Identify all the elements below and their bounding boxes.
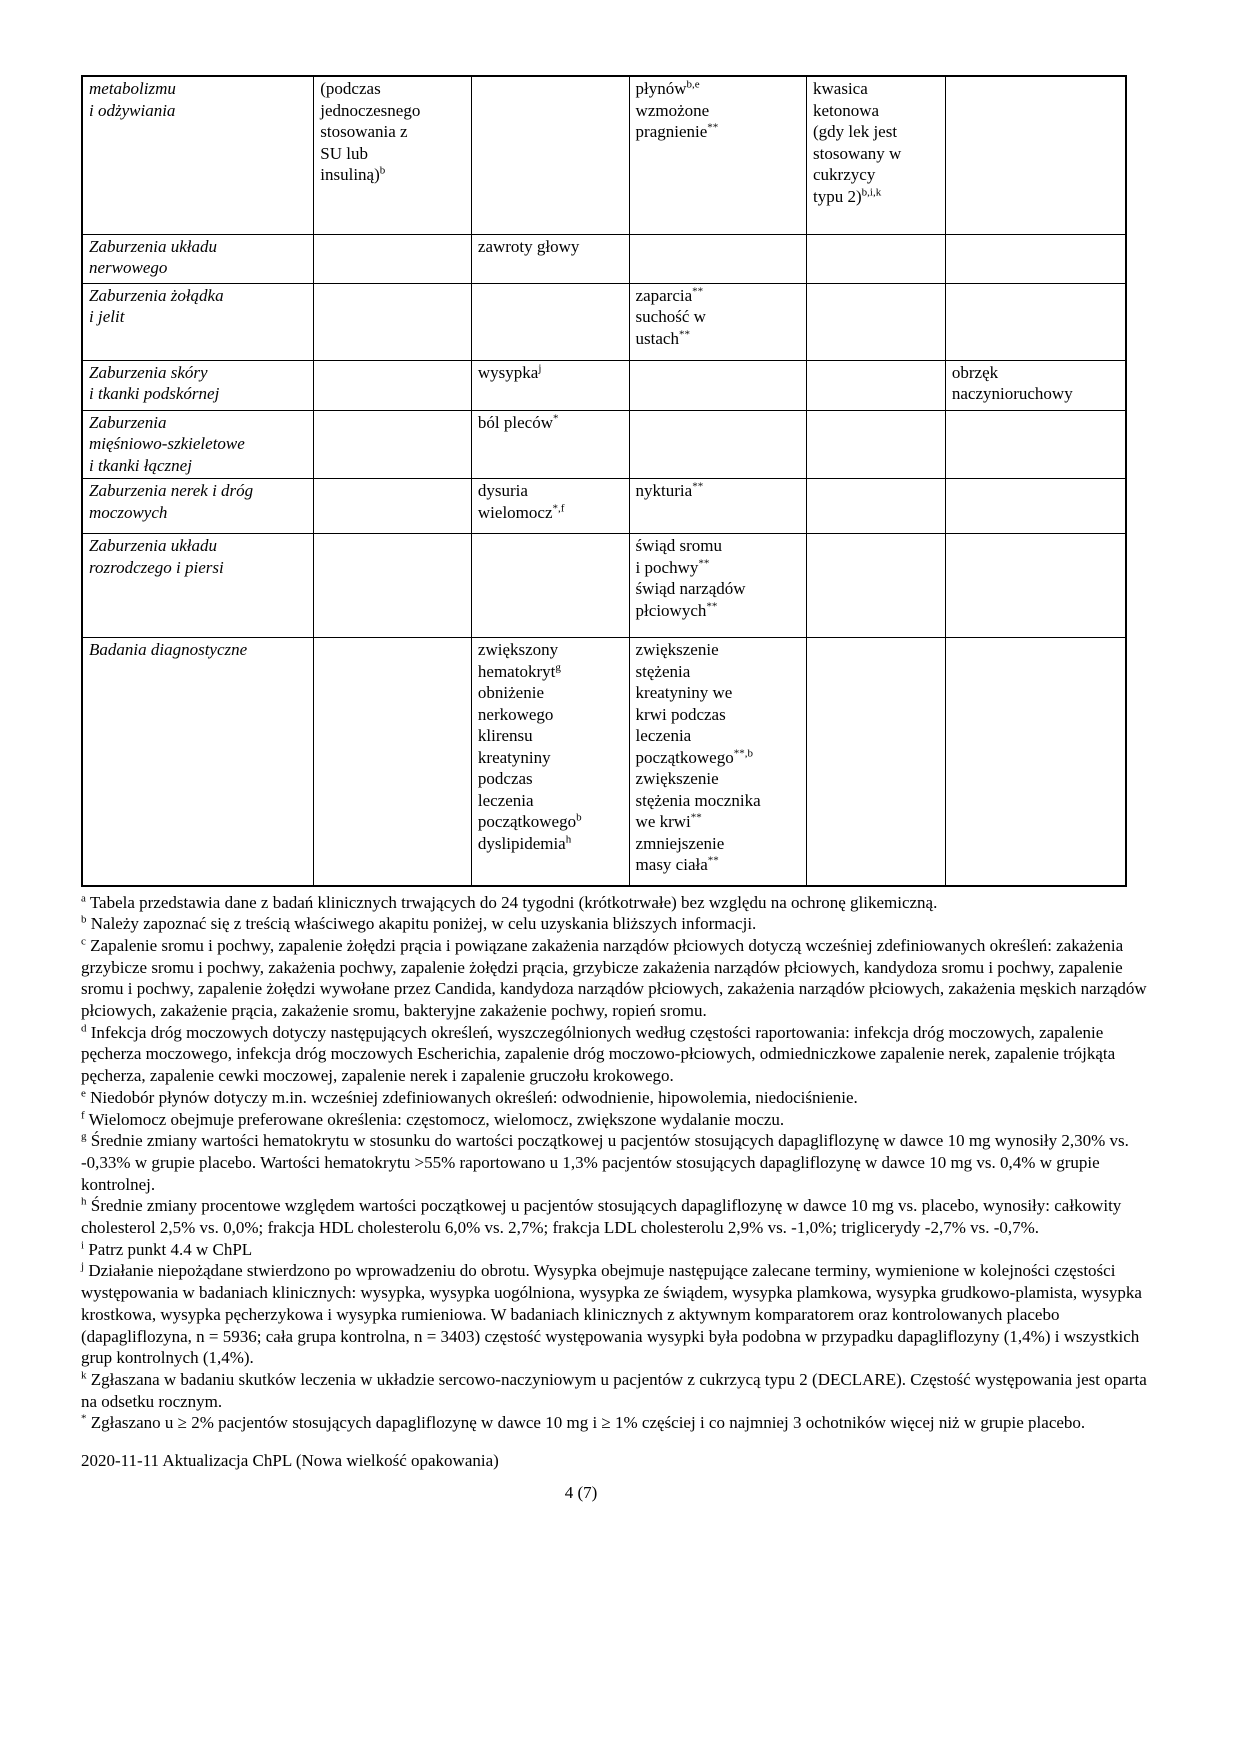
footnote-text: Średnie zmiany procentowe względem wartości początkowej u pacjentów stosujących dapagliflozynę w dawce 10 mg vs. placebo, wynosiły: całkowity cholesterol 2,5% vs. 0,0%; frakcja HDL cholesterolu 6,0% vs. 2,7%; frakcja LDL cholesterolu 2,9% vs. -1,0%; triglicerydy -2,7% vs. -0,7%. xyxy=(81,1196,1122,1238)
table-cell xyxy=(807,410,946,479)
table-cell: nykturia** xyxy=(629,479,806,534)
table-cell: (podczas jednoczesnego stosowania z SU lub insuliną)$^b$ xyxy=(314,76,472,234)
table-cell xyxy=(807,360,946,410)
footnote-star xyxy=(81,1412,1167,1434)
footnote-d xyxy=(81,1022,1167,1087)
footnote-text: Należy zapoznać się z treścią właściwego akapitu poniżej, w celu uzyskania bliższych informacji. xyxy=(86,914,757,934)
table-cell xyxy=(314,534,472,638)
table-cell xyxy=(807,283,946,360)
table-cell xyxy=(314,410,472,479)
footnote-ref: ** xyxy=(707,854,719,867)
footnote-marker: a xyxy=(81,891,86,904)
footnote-marker: b xyxy=(81,913,87,926)
footnote-ref: ** xyxy=(706,599,718,612)
table-cell xyxy=(471,283,629,360)
table-cell: wysypka$^j$ xyxy=(471,360,629,410)
page-number: 4 (7) xyxy=(564,1483,598,1503)
footnote-f xyxy=(81,1109,1167,1131)
table-cell xyxy=(945,283,1126,360)
adverse-reactions-table xyxy=(81,75,1127,887)
table-cell xyxy=(314,234,472,283)
footnote-marker: k xyxy=(81,1369,87,1382)
footnote-ref: b xyxy=(379,164,386,177)
footnote-marker: * xyxy=(81,1412,87,1425)
table-cell xyxy=(945,534,1126,638)
table-cell xyxy=(471,76,629,234)
footnote-marker: f xyxy=(81,1108,85,1121)
table-cell: płynów$^{b,e}$ wzmożone pragnienie** xyxy=(629,76,806,234)
footnote-text: Zgłaszano u ≥ 2% pacjentów stosujących dapagliflozynę w dawce 10 mg i ≥ 1% częściej i co najmniej 3 ochotników więcej niż w grupie placebo. xyxy=(86,1413,1086,1433)
table-cell xyxy=(314,638,472,886)
table-cell: obrzęk naczynioruchowy xyxy=(945,360,1126,410)
row-header-cell: Badania diagnostyczne xyxy=(82,638,314,886)
footnote-ref: j xyxy=(538,361,542,374)
footnote-e xyxy=(81,1087,1167,1109)
table-cell: zaparcia** suchość w ustach** xyxy=(629,283,806,360)
footnote-ref: ** xyxy=(678,327,690,340)
table-cell: kwasica ketonowa (gdy lek jest stosowany w cukrzycy typu 2)$^{b,i,k}$ xyxy=(807,76,946,234)
footnote-marker: i xyxy=(81,1239,85,1252)
table-row xyxy=(82,360,1126,410)
table-cell xyxy=(629,234,806,283)
footnote-a xyxy=(81,892,1167,914)
footnote-marker: d xyxy=(81,1022,87,1035)
table-cell xyxy=(314,283,472,360)
table-cell xyxy=(807,479,946,534)
footnote-text: Średnie zmiany wartości hematokrytu w stosunku do wartości początkowej u pacjentów stosujących dapagliflozynę w dawce 10 mg wynosiły 2,30% vs. -0,33% w grupie placebo. Wartości hematokrytu >55% raportowano u 1,3% pacjentów stosujących dapagliflozynę w dawce 10 mg vs. 0,4% w grupie kontrolnej. xyxy=(81,1131,1129,1194)
table-cell xyxy=(945,410,1126,479)
footnote-ref: *,f xyxy=(552,501,565,514)
row-header-cell: Zaburzenia układu nerwowego xyxy=(82,234,314,283)
footnote-g xyxy=(81,1130,1167,1195)
footnote-b xyxy=(81,913,1167,935)
footnote-ref: ** xyxy=(707,121,719,134)
footnote-c xyxy=(81,935,1167,1022)
footnote-text: Infekcja dróg moczowych dotyczy następujących określeń, wyszczególnionych według częstości raportowania: infekcja dróg moczowych, zapalenie pęcherza moczowego, infekcja dróg moczowych Escherichia, zapalenie dróg moczowo-płciowych, odmiedniczkowe zapalenie nerek, zapalenie trójkąta pęcherza, zapalenie cewki moczowej, zapalenie nerek i zapalenie gruczołu krokowego. xyxy=(81,1022,1116,1086)
table-cell xyxy=(471,534,629,638)
footnotes-section xyxy=(81,892,1167,1435)
footnote-ref: ** xyxy=(698,556,710,569)
table-row xyxy=(82,76,1126,234)
footnote-text: Patrz punkt 4.4 w ChPL xyxy=(84,1239,253,1259)
footnote-marker: h xyxy=(81,1195,87,1208)
footnote-ref: h xyxy=(565,832,572,845)
table-cell: ból pleców* xyxy=(471,410,629,479)
footnote-text: Działanie niepożądane stwierdzono po wprowadzeniu do obrotu. Wysypka obejmuje następujące zalecane terminy, wymienione w kolejności częstości występowania w badaniach klinicznych: wysypka, wysypka uogólniona, wysypka ze świądem, wysypka plamkowa, wysypka grudkowo-plamista, wysypka krostkowa, wysypka pęcherzykowa i wysypka rumieniowa. W badaniach klinicznych z aktywnym komparatorem oraz kontrolowanych placebo (dapagliflozyna, n = 5936; cała grupa kontrolna, n = 3403) częstość występowania wysypki była podobna w przypadku dapagliflozyny (1,4%) i wszystkich grup kontrolnych (1,4%). xyxy=(81,1261,1142,1368)
table-cell: świąd sromu i pochwy** świąd narządów płciowych** xyxy=(629,534,806,638)
table-cell xyxy=(945,638,1126,886)
footnote-marker: c xyxy=(81,935,86,948)
footnote-ref: b xyxy=(576,811,582,824)
row-header-cell: metabolizmu i odżywiania xyxy=(82,76,314,234)
footnote-ref: ** xyxy=(692,284,704,297)
row-header-cell: Zaburzenia nerek i dróg moczowych xyxy=(82,479,314,534)
table-row xyxy=(82,283,1126,360)
footnote-text: Zapalenie sromu i pochwy, zapalenie żołędzi prącia i powiązane zakażenia narządów płciowych dotyczą wcześniej zdefiniowanych określeń: zakażenia grzybicze sromu i pochwy, zakażenia pochwy, zapalenie żołędzi prącia, grzybicze zakażenia narządów płciowych, kandydoza sromu i pochwy, zapalenie sromu i pochwy, zapalenie żołędzi wywołane przez Candida, kandydoza narządów płciowych, zakażenia narządów płciowych, zakażenia męskich narządów płciowych, zakażenie prącia, zakażenie sromu, bakteryjne zakażenie pochwy, ropień sromu. xyxy=(81,935,1147,1021)
footnote-ref: b,e xyxy=(686,78,700,91)
row-header-cell: Zaburzenia skóry i tkanki podskórnej xyxy=(82,360,314,410)
footnote-marker: g xyxy=(81,1130,87,1143)
document-footer: 2020-11-11 Aktualizacja ChPL (Nowa wielkość opakowania) xyxy=(81,1451,499,1471)
footnote-ref: b,i,k xyxy=(861,185,882,198)
table-row xyxy=(82,410,1126,479)
table-cell xyxy=(945,479,1126,534)
footnote-i xyxy=(81,1239,1167,1261)
footnote-k xyxy=(81,1369,1167,1412)
footnote-j xyxy=(81,1260,1167,1369)
footnote-text: Tabela przedstawia dane z badań klinicznych trwających do 24 tygodni (krótkotrwałe) bez względu na ochronę glikemiczną. xyxy=(85,892,938,912)
footnote-ref: g xyxy=(555,660,561,673)
footnote-marker: j xyxy=(81,1260,85,1273)
footnote-ref: ** xyxy=(692,480,704,493)
table-cell xyxy=(945,234,1126,283)
table-row xyxy=(82,638,1126,886)
table-cell xyxy=(807,638,946,886)
table-cell xyxy=(807,534,946,638)
row-header-cell: Zaburzenia mięśniowo-szkieletowe i tkanki łącznej xyxy=(82,410,314,479)
footnote-text: Wielomocz obejmuje preferowane określenia: częstomocz, wielomocz, zwiększone wydalanie moczu. xyxy=(84,1109,785,1129)
table-cell xyxy=(314,360,472,410)
row-header-cell: Zaburzenia żołądka i jelit xyxy=(82,283,314,360)
footnote-h xyxy=(81,1195,1167,1238)
table-cell xyxy=(629,360,806,410)
table-row xyxy=(82,479,1126,534)
table-cell xyxy=(314,479,472,534)
footnote-ref: **,b xyxy=(733,746,753,759)
table-cell xyxy=(629,410,806,479)
table-row xyxy=(82,234,1126,283)
table-cell: zwiększenie stężenia kreatyniny we krwi podczas leczenia początkowego$^{**,b}$ zwiększenie stężenia mocznika we krwi** zmniejszenie masy ciała** xyxy=(629,638,806,886)
table-cell xyxy=(807,234,946,283)
footnote-ref: * xyxy=(552,411,559,424)
table-row xyxy=(82,534,1126,638)
table-cell: zwiększony hematokryt$^g$ obniżenie nerkowego klirensu kreatyniny podczas leczenia początkowego$^b$ dyslipidemia$^h$ xyxy=(471,638,629,886)
footnote-text: Niedobór płynów dotyczy m.in. wcześniej zdefiniowanych określeń: odwodnienie, hipowolemia, niedociśnienie. xyxy=(85,1087,858,1107)
footnote-marker: e xyxy=(81,1087,86,1100)
row-header-cell: Zaburzenia układu rozrodczego i piersi xyxy=(82,534,314,638)
table-cell xyxy=(945,76,1126,234)
table-cell: zawroty głowy xyxy=(471,234,629,283)
footnote-ref: ** xyxy=(690,811,702,824)
table-cell: dysuria wielomocz$^{*,f}$ xyxy=(471,479,629,534)
footnote-text: Zgłaszana w badaniu skutków leczenia w układzie sercowo-naczyniowym u pacjentów z cukrzycą typu 2 (DECLARE). Częstość występowania jest oparta na odsetku rocznym. xyxy=(81,1369,1147,1411)
